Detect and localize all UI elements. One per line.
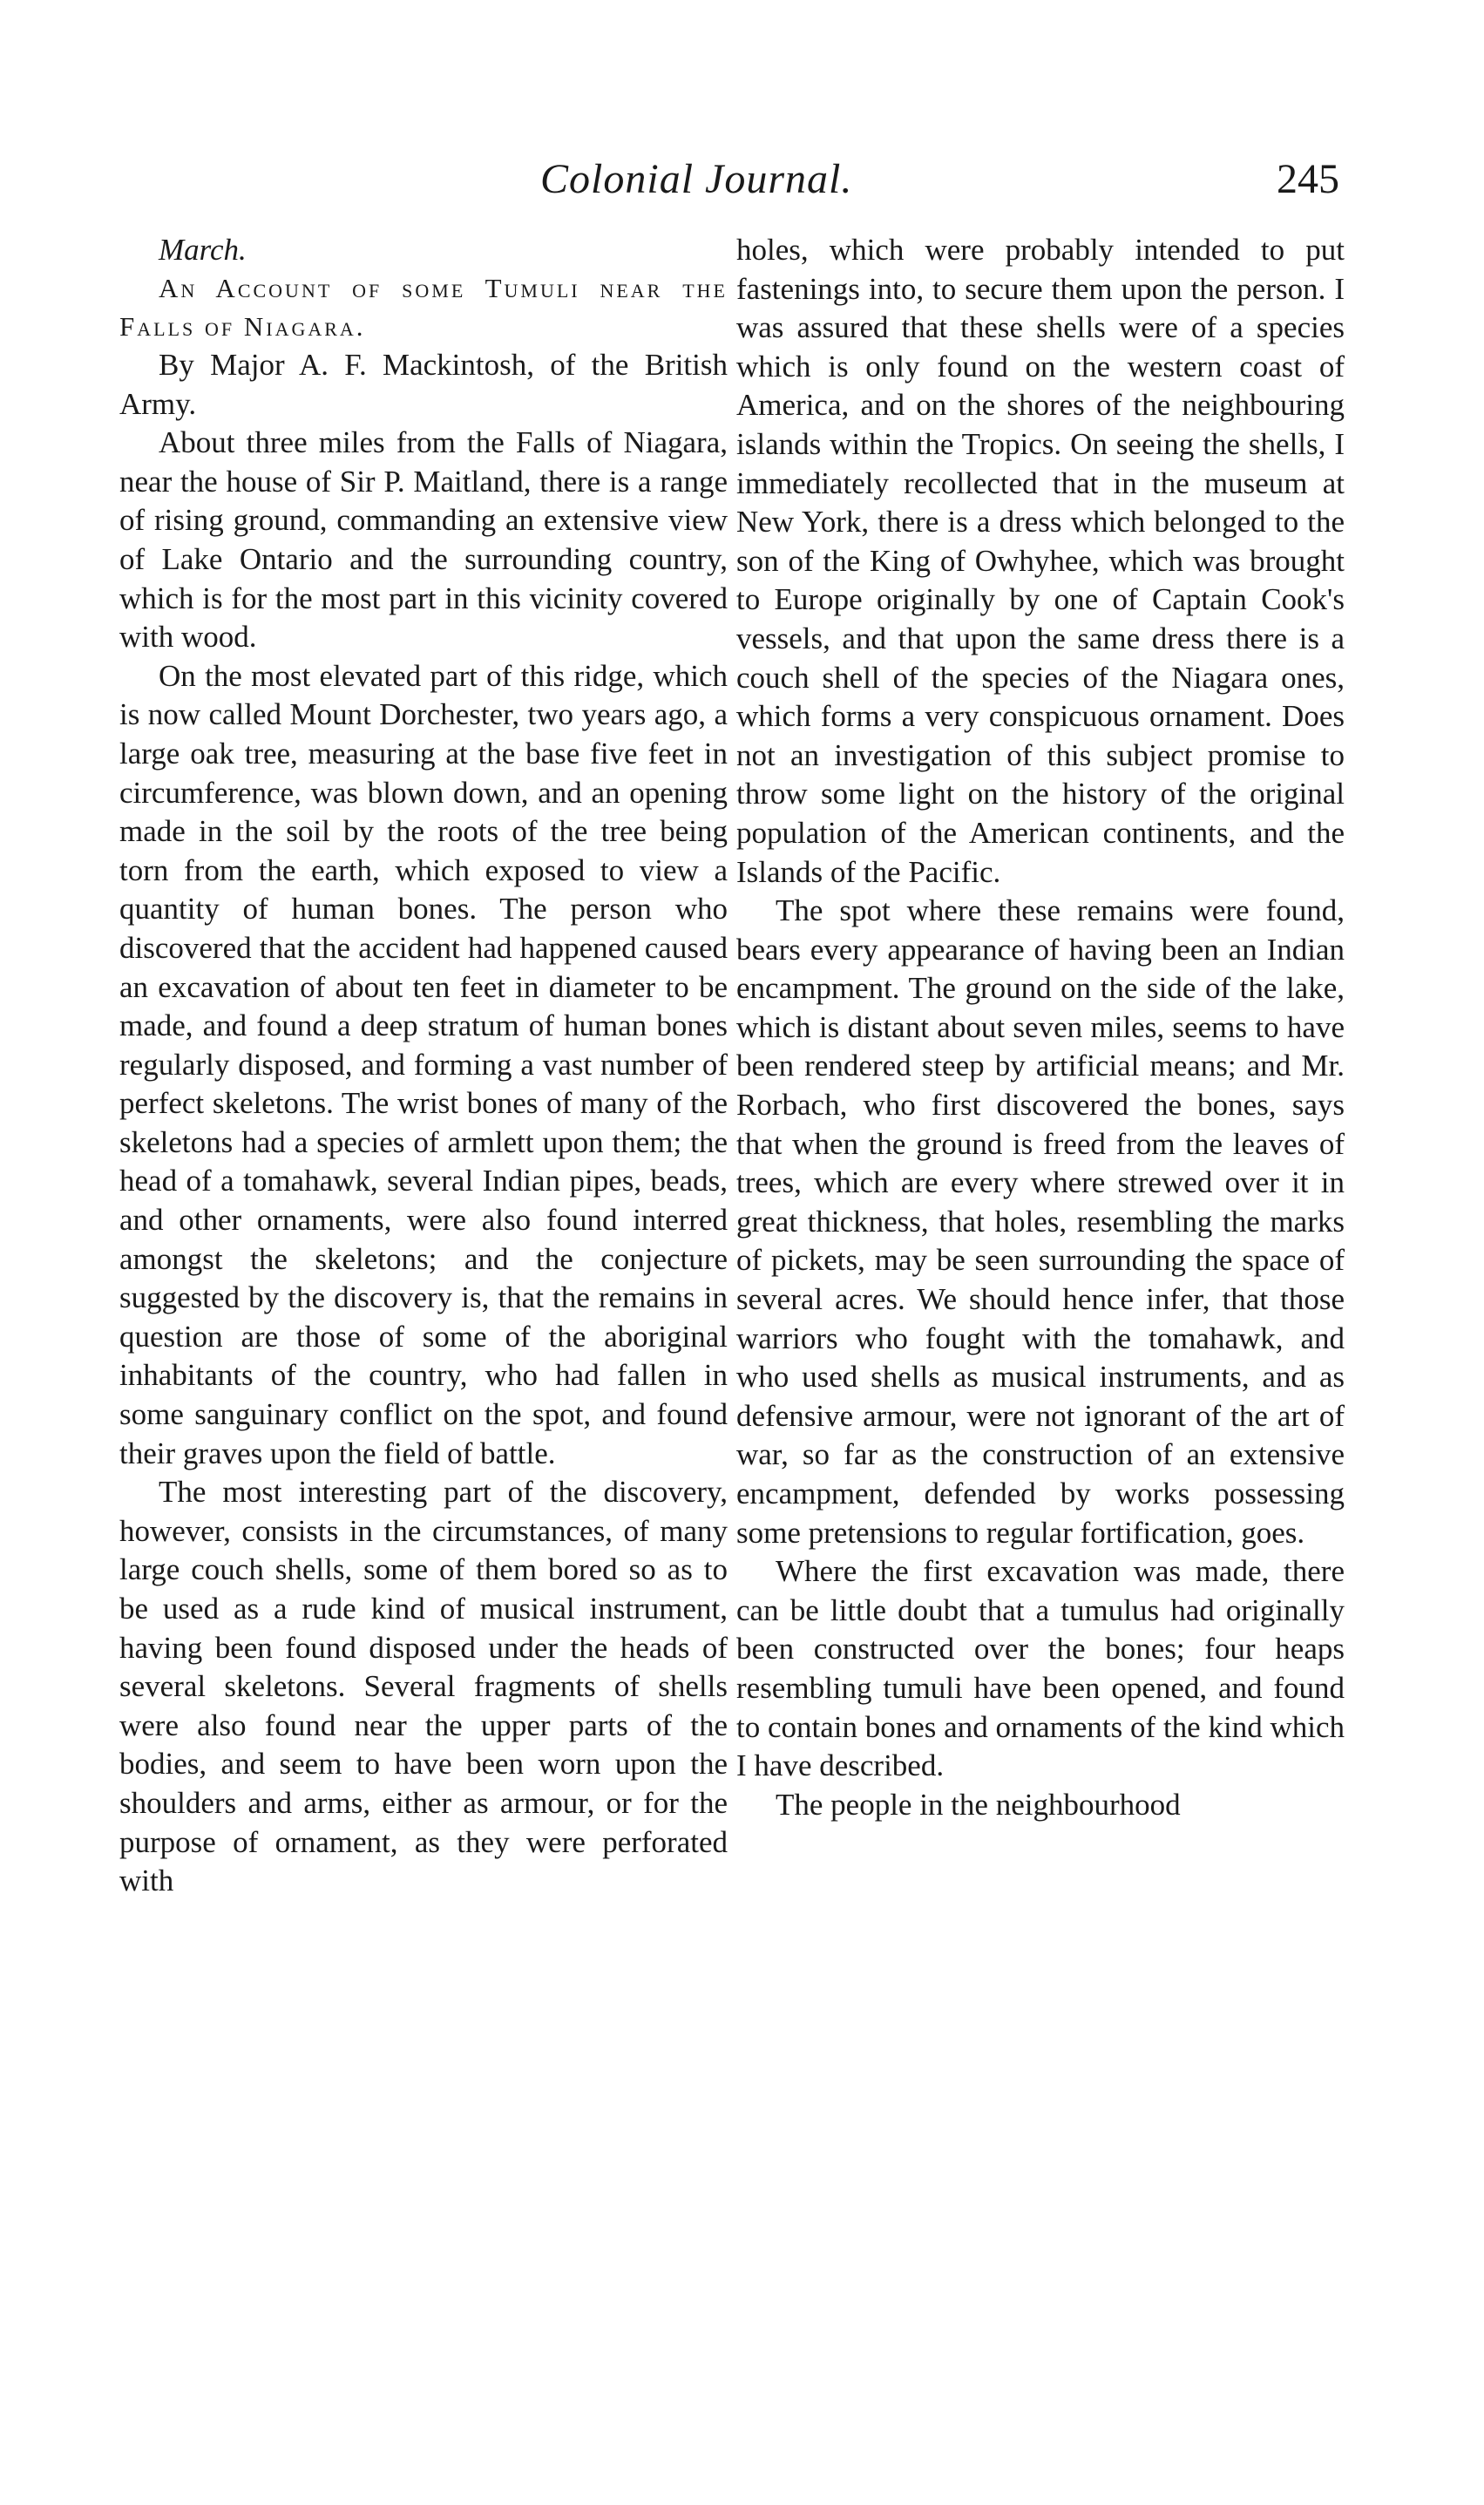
running-head bbox=[0, 155, 1484, 207]
left-column bbox=[119, 231, 728, 1901]
paragraph: The most interesting part of the discovery, however, consists in the circumstances, of many large couch shells, some of them bored so as to be used as a rude kind of musical instrument, having been found disposed under the heads of several skeletons. Several fragments of shells were also found near the upper parts of the bodies, and seem to have been worn upon the shoulders and arms, either as armour, or for the purpose of ornament, as they were perforated with bbox=[119, 1475, 728, 1898]
byline: By Major A. F. Mackintosh, of the British Army. bbox=[119, 348, 728, 421]
paragraph: On the most elevated part of this ridge, which is now called Mount Dorchester, two years ago, a large oak tree, measuring at the base five feet in circumference, was blown down, and an opening made in the soil by the roots of the tree being torn from the earth, which exposed to view a quantity of human bones. The person who discovered that the accident had happened caused an excavation of about ten feet in diameter to be made, and found a deep stratum of human bones regularly disposed, and forming a vast number of perfect skeletons. The wrist bones of many of the skeletons had a species of armlett upon them; the head of a tomahawk, several Indian pipes, beads, and other ornaments, were also found interred amongst the skeletons; and the conjecture suggested by the discovery is, that the remains in question are those of some of the aboriginal inhabitants of the country, who had fallen in some sanguinary conflict on the spot, and found their graves upon the field of battle. bbox=[119, 658, 728, 1470]
page-number: 245 bbox=[1277, 156, 1339, 202]
running-title: Colonial Journal. bbox=[540, 156, 853, 202]
paragraph: The spot where these remains were found, bears every appearance of having been an Indian encampment. The ground on the side of the lake, which is distant about seven miles, seems to have been rendered steep by artificial means; and Mr. Rorbach, who first discovered the bones, says that when the ground is freed from the leaves of trees, which are every where strewed over it in great thickness, that holes, resembling the marks of pickets, may be seen surrounding the space of several acres. We should hence infer, that those warriors who fought with the tomahawk, and who used shells as musical instruments, and as defensive armour, were not ignorant of the art of war, so far as the construction of an extensive encampment, defended by works possessing some pretensions to regular fortification, goes. bbox=[736, 893, 1345, 1550]
paragraph: The people in the neighbourhood bbox=[776, 1787, 1181, 1822]
article-title: An Account of some Tumuli near the Falls of Niagara. bbox=[119, 273, 728, 342]
paragraph: About three miles from the Falls of Niagara, near the house of Sir P. Maitland, there is a range of rising ground, commanding an extensive view of Lake Ontario and the surrounding country, which is for the most part in this vicinity covered with wood. bbox=[119, 425, 728, 655]
paragraph-continued: holes, which were probably intended to put fastenings into, to secure them upon the person. I was assured that these shells were of a species which is only found on the western coast of America, and on the shores of the neighbouring islands within the Tropics. On seeing the shells, I immediately recollected that in the museum at New York, there is a dress which belonged to the son of the King of Owhyhee, which was brought to Europe originally by one of Captain Cook's vessels, and that upon the same dress there is a couch shell of the species of the Niagara ones, which forms a very conspicuous ornament. Does not an investigation of this subject promise to throw some light on the history of the original population of the American continents, and the Islands of the Pacific. bbox=[736, 233, 1345, 889]
dateline: March. bbox=[159, 233, 247, 267]
paragraph: Where the first excavation was made, there can be little doubt that a tumulus had originally been constructed over the bones; four heaps resembling tumuli have been opened, and found to contain bones and ornaments of the kind which I have described. bbox=[736, 1554, 1345, 1783]
right-column bbox=[736, 231, 1345, 1824]
